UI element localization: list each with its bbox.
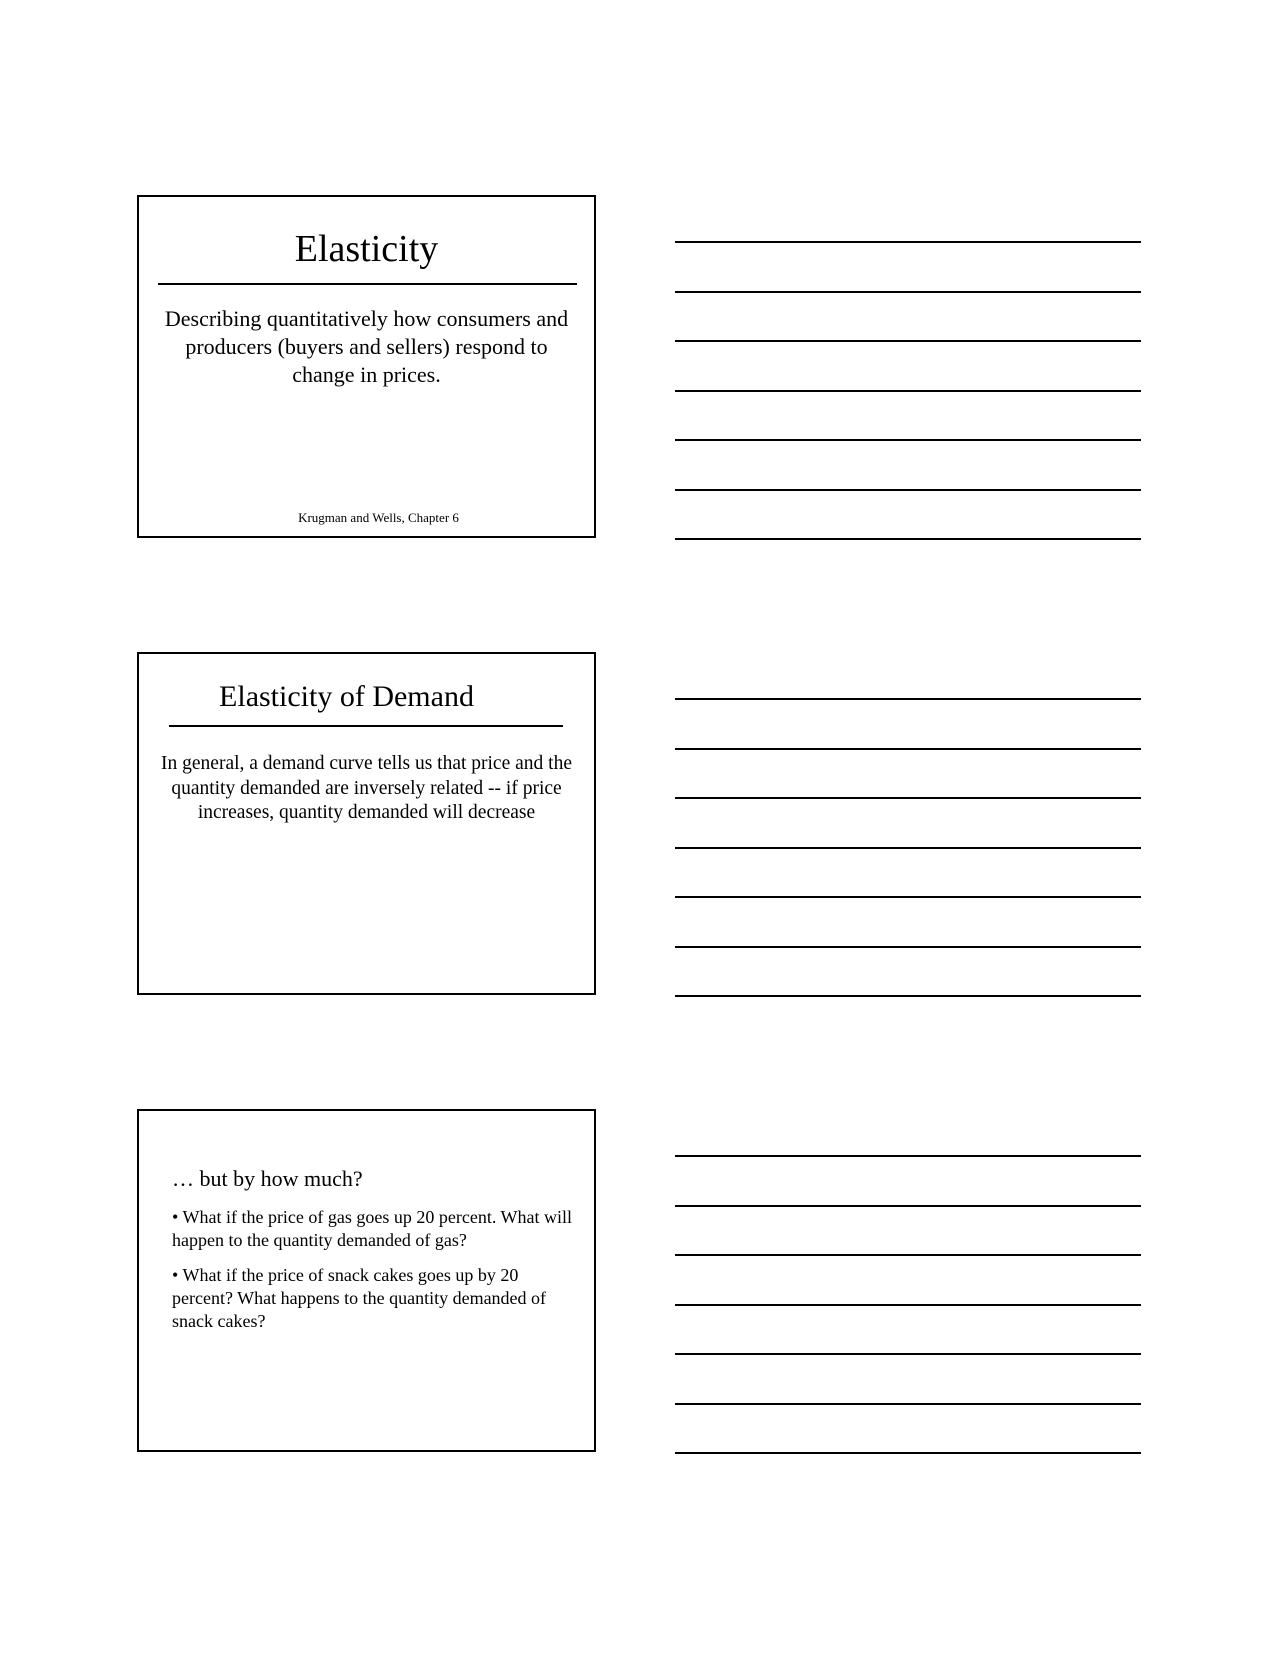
- note-line: [675, 1353, 1141, 1355]
- slide-1: [137, 195, 596, 538]
- note-line: [675, 241, 1141, 243]
- bullet-item: • What if the price of gas goes up 20 percent. What will happen to the quantity demanded of gas?: [172, 1207, 573, 1250]
- title-underline: [158, 283, 577, 285]
- note-line: [675, 1403, 1141, 1405]
- note-line: [675, 538, 1141, 540]
- note-line: [675, 995, 1141, 997]
- slide-body-text: In general, a demand curve tells us that price and the quantity demanded are inversely related -- if price increases, quantity demanded will decrease: [161, 753, 572, 823]
- note-line: [675, 1205, 1141, 1207]
- note-line: [675, 291, 1141, 293]
- slide-footer: Krugman and Wells, Chapter 6: [298, 510, 459, 525]
- note-line: [675, 896, 1141, 898]
- note-line: [675, 946, 1141, 948]
- slide-2: [137, 652, 596, 995]
- note-line: [675, 340, 1141, 342]
- note-line: [675, 439, 1141, 441]
- bullet-item: • What if the price of snack cakes goes up by 20 percent? What happens to the quantity demanded of snack cakes?: [172, 1265, 547, 1331]
- slide-body-text: Describing quantitatively how consumers and producers (buyers and sellers) respond to change in prices.: [164, 306, 569, 387]
- note-line: [675, 1254, 1141, 1256]
- slide-title: Elasticity: [294, 228, 439, 270]
- note-line: [675, 489, 1141, 491]
- note-line: [675, 1155, 1141, 1157]
- note-line: [675, 797, 1141, 799]
- slide-heading: … but by how much?: [172, 1166, 363, 1191]
- note-line: [675, 1304, 1141, 1306]
- note-line: [675, 847, 1141, 849]
- note-line: [675, 698, 1141, 700]
- slide-3: [137, 1109, 596, 1452]
- slide-title: Elasticity of Demand: [219, 680, 474, 713]
- note-line: [675, 748, 1141, 750]
- title-underline: [169, 725, 563, 727]
- note-line: [675, 1452, 1141, 1454]
- note-line: [675, 390, 1141, 392]
